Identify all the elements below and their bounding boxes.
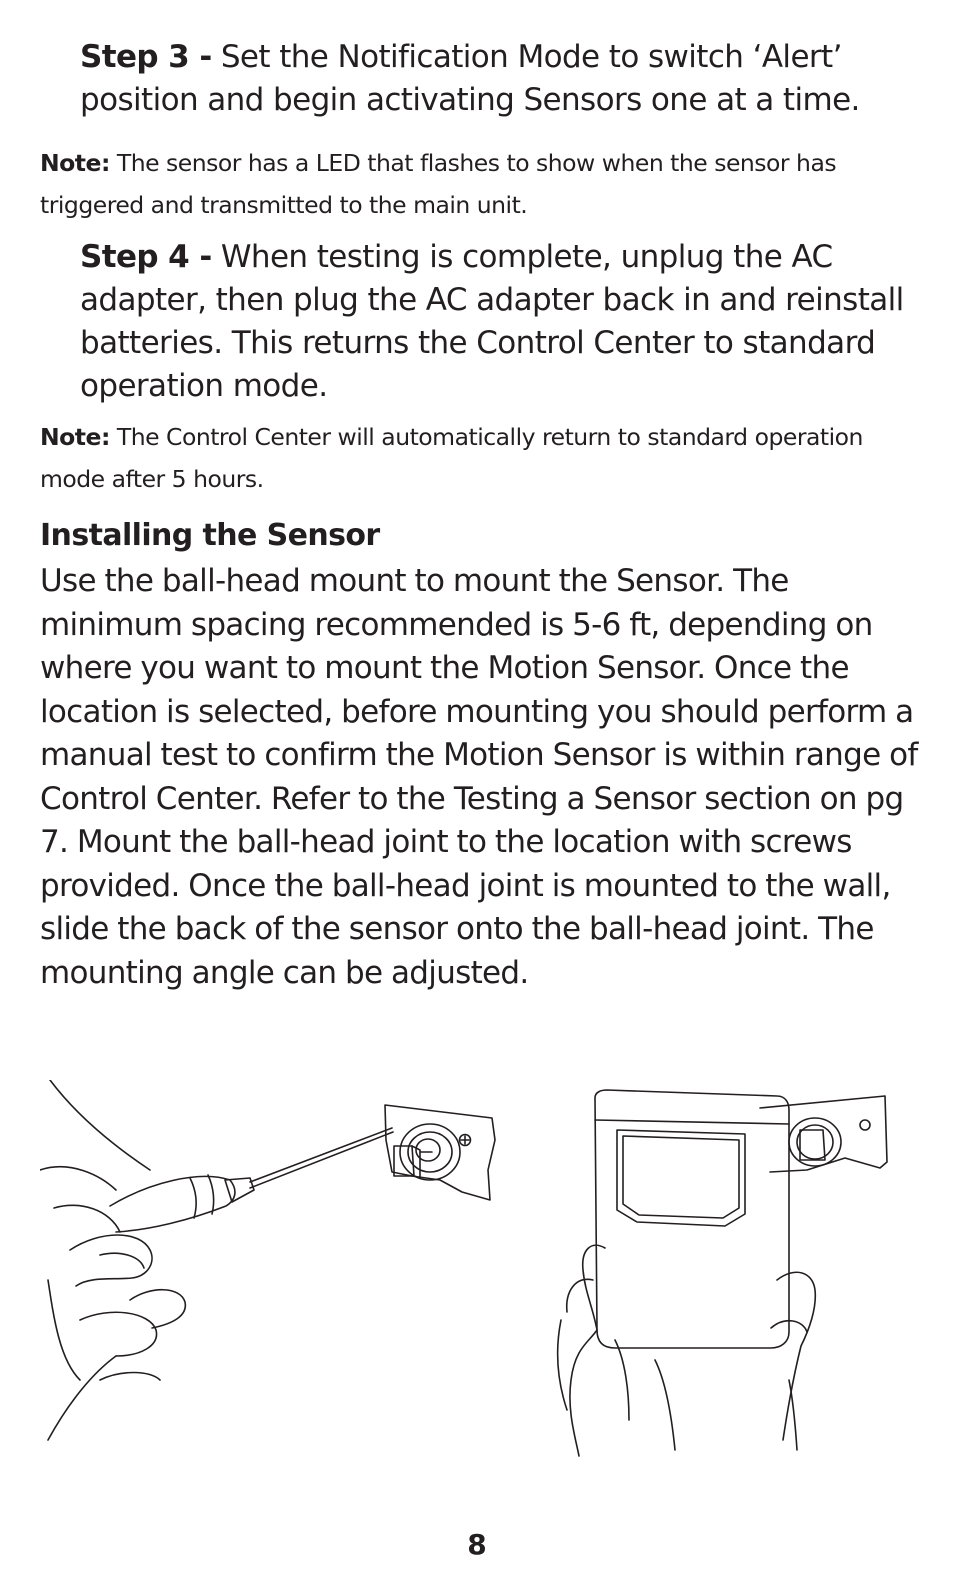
installing-body-text: Use the ball-head mount to mount the Sensor. The minimum spacing recommended is 5-6 ft, depending on where you want to mount the Motion Sensor. Once the location is selected, before mounting you should perform a manual test to confirm the Motion Sensor is within range of Control Center. Refer to the Testing a Sensor section on pg 7. Mount the ball-head joint to the location with screws provided. Once the ball-head joint is mounted to the wall, slide the back of the sensor onto the ball-head joint. The mounting angle can be adjusted.: [40, 563, 918, 991]
step-3-text: Set the Notification Mode to switch ‘Alert’ position and begin activating Sensors one at a time.: [80, 39, 860, 118]
step-3-label: Step 3 -: [80, 39, 212, 75]
note-label: Note:: [40, 149, 110, 177]
note-led-paragraph: [40, 142, 920, 226]
step-3-paragraph: [80, 36, 930, 122]
section-heading: Installing the Sensor: [40, 518, 380, 553]
step-4-paragraph: [80, 236, 930, 408]
sensor-attach-illustration: [545, 1080, 905, 1460]
note-standard-mode-text: The Control Center will automatically return to standard operation mode after 5 hours.: [40, 423, 863, 493]
screwdriver-mounting-illustration: [40, 1080, 510, 1450]
note-led-text: The sensor has a LED that flashes to show when the sensor has triggered and transmitted to the main unit.: [40, 149, 837, 219]
step-4-text: When testing is complete, unplug the AC adapter, then plug the AC adapter back in and reinstall batteries. This returns the Control Center to standard operation mode.: [80, 239, 904, 404]
note-standard-mode-paragraph: [40, 416, 920, 500]
page-number: 8: [467, 1528, 487, 1561]
step-4-label: Step 4 -: [80, 239, 212, 275]
note-label: Note:: [40, 423, 110, 451]
